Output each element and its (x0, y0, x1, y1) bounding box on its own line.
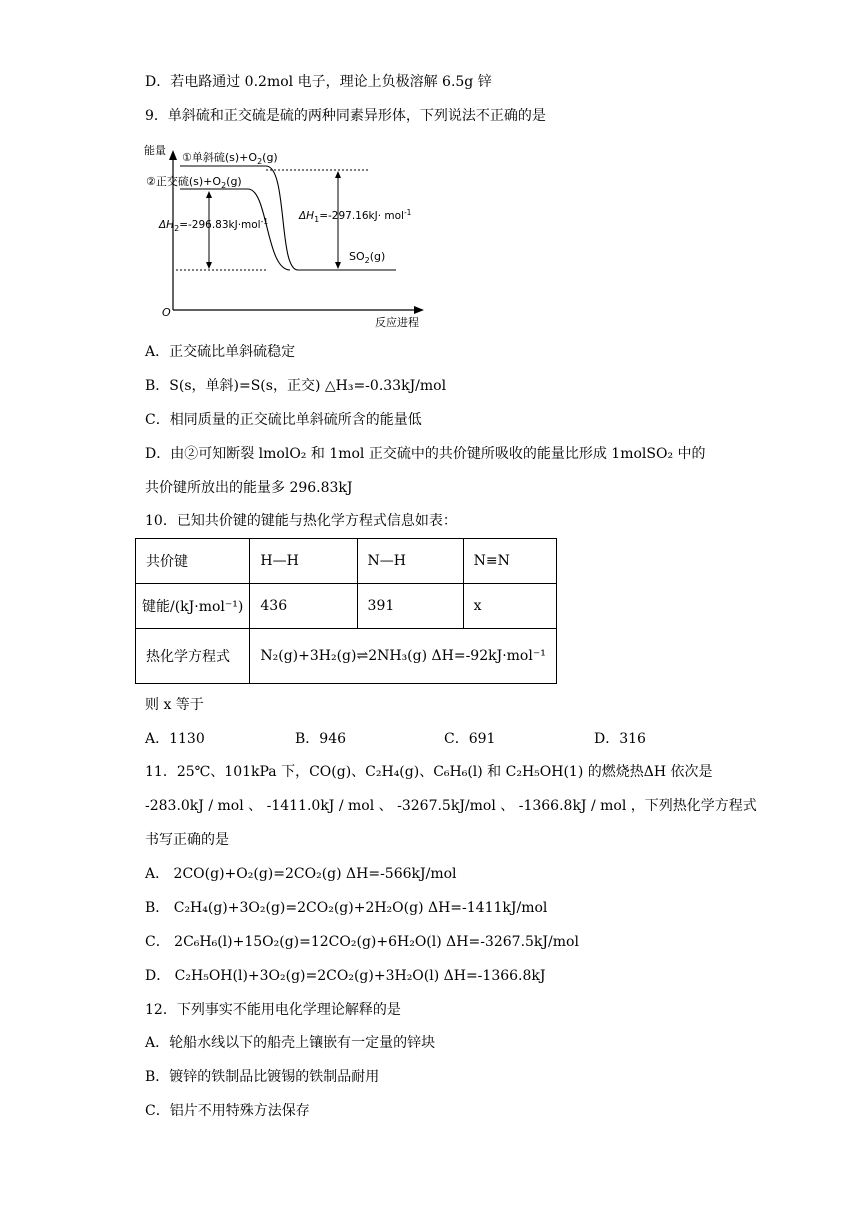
y-axis-arrow (169, 150, 177, 160)
y-axis-label: 能量 (144, 144, 166, 157)
q10-stem: 10．已知共价键的键能与热化学方程式信息如表： (145, 513, 457, 529)
q10-option-c: C．691 (444, 731, 496, 747)
x-axis-arrow (414, 306, 424, 314)
x-axis-label: 反应进程 (375, 316, 419, 329)
energy-diagram (138, 138, 438, 333)
q9-option-c: C．相同质量的正交硫比单斜硫所含的能量低 (145, 412, 422, 428)
table-cell: N₂(g)+3H₂(g)⇌2NH₃(g) ΔH=-92kJ·mol⁻¹ (250, 629, 556, 684)
q11-option-a: A． 2CO(g)+O₂(g)=2CO₂(g) ΔH=-566kJ/mol (145, 866, 457, 882)
origin-label: O (162, 306, 171, 319)
table-cell: x (463, 584, 556, 629)
dh2-label: $\Delta H_2=-296.83kJ\cdot mol^{-1}$ (159, 217, 269, 233)
q9-option-d-line2: 共价键所放出的能量多 296.83kJ (145, 480, 353, 496)
q12-stem: 12．下列事实不能用电化学理论解释的是 (145, 1002, 401, 1018)
table-row (136, 584, 557, 629)
q8-option-d: D．若电路通过 0.2mol 电子，理论上负极溶解 6.5g 锌 (145, 74, 492, 90)
q9-option-a: A．正交硫比单斜硫稳定 (145, 344, 296, 360)
q10-option-a: A．1130 (145, 731, 205, 747)
dh1-label: $\Delta H_1=-297.16kJ\cdot mol^{-1}$ (299, 208, 412, 224)
q11-option-b: B． C₂H₄(g)+3O₂(g)=2CO₂(g)+2H₂O(g) ΔH=-1411kJ/mol (145, 900, 548, 916)
table-cell: 键能/(kJ·mol⁻¹) (136, 584, 250, 629)
q11-option-c: C． 2C₆H₆(l)+15O₂(g)=12CO₂(g)+6H₂O(l) ΔH=-3267.5kJ/mol (145, 934, 579, 950)
bond-energy-table (135, 538, 557, 684)
product-label: $SO_2(g)$ (349, 250, 386, 265)
q11-stem-line1: 11．25℃、101kPa 下，CO(g)、C₂H₄(g)、C₆H₆(l) 和 C₂H₅OH(1) 的燃烧热ΔH 依次是 (145, 764, 713, 780)
q9-option-d-line1: D．由②可知断裂 lmolO₂ 和 1mol 正交硫中的共价键所吸收的能量比形成 1molSO₂ 中的 (145, 446, 706, 462)
q11-stem-line3: 书写正确的是 (145, 832, 229, 848)
level-2-label: ②正交硫$(s)+O_2(g)$ (146, 175, 242, 190)
table-cell: H—H (250, 539, 357, 584)
q12-option-c: C．铝片不用特殊方法保存 (145, 1103, 310, 1119)
table-cell: 共价键 (136, 539, 250, 584)
q11-option-d: D． C₂H₅OH(l)+3O₂(g)=2CO₂(g)+3H₂O(l) ΔH=-1366.8kJ (145, 968, 546, 984)
table-cell: 热化学方程式 (136, 629, 250, 684)
table-row (136, 539, 557, 584)
table-cell: 391 (357, 584, 463, 629)
q9-stem: 9．单斜硫和正交硫是硫的两种同素异形体，下列说法不正确的是 (145, 108, 546, 124)
q11-stem-line2: -283.0kJ / mol 、 -1411.0kJ / mol 、 -3267.5kJ/mol 、 -1366.8kJ / mol ，下列热化学方程式 (145, 798, 757, 814)
table-row (136, 629, 557, 684)
q9-option-b: B．S(s，单斜)=S(s，正交) △H₃=-0.33kJ/mol (145, 378, 447, 394)
q10-after: 则 x 等于 (145, 697, 204, 713)
q10-option-b: B．946 (295, 731, 347, 747)
q12-option-a: A．轮船水线以下的船壳上镶嵌有一定量的锌块 (145, 1035, 436, 1051)
q12-option-b: B．镀锌的铁制品比镀锡的铁制品耐用 (145, 1069, 380, 1085)
table-cell: 436 (250, 584, 357, 629)
level-1-label: ①单斜硫$(s)+O_2(g)$ (182, 151, 278, 166)
q10-option-d: D．316 (594, 731, 646, 747)
table-cell: N≡N (463, 539, 556, 584)
table-cell: N—H (357, 539, 463, 584)
